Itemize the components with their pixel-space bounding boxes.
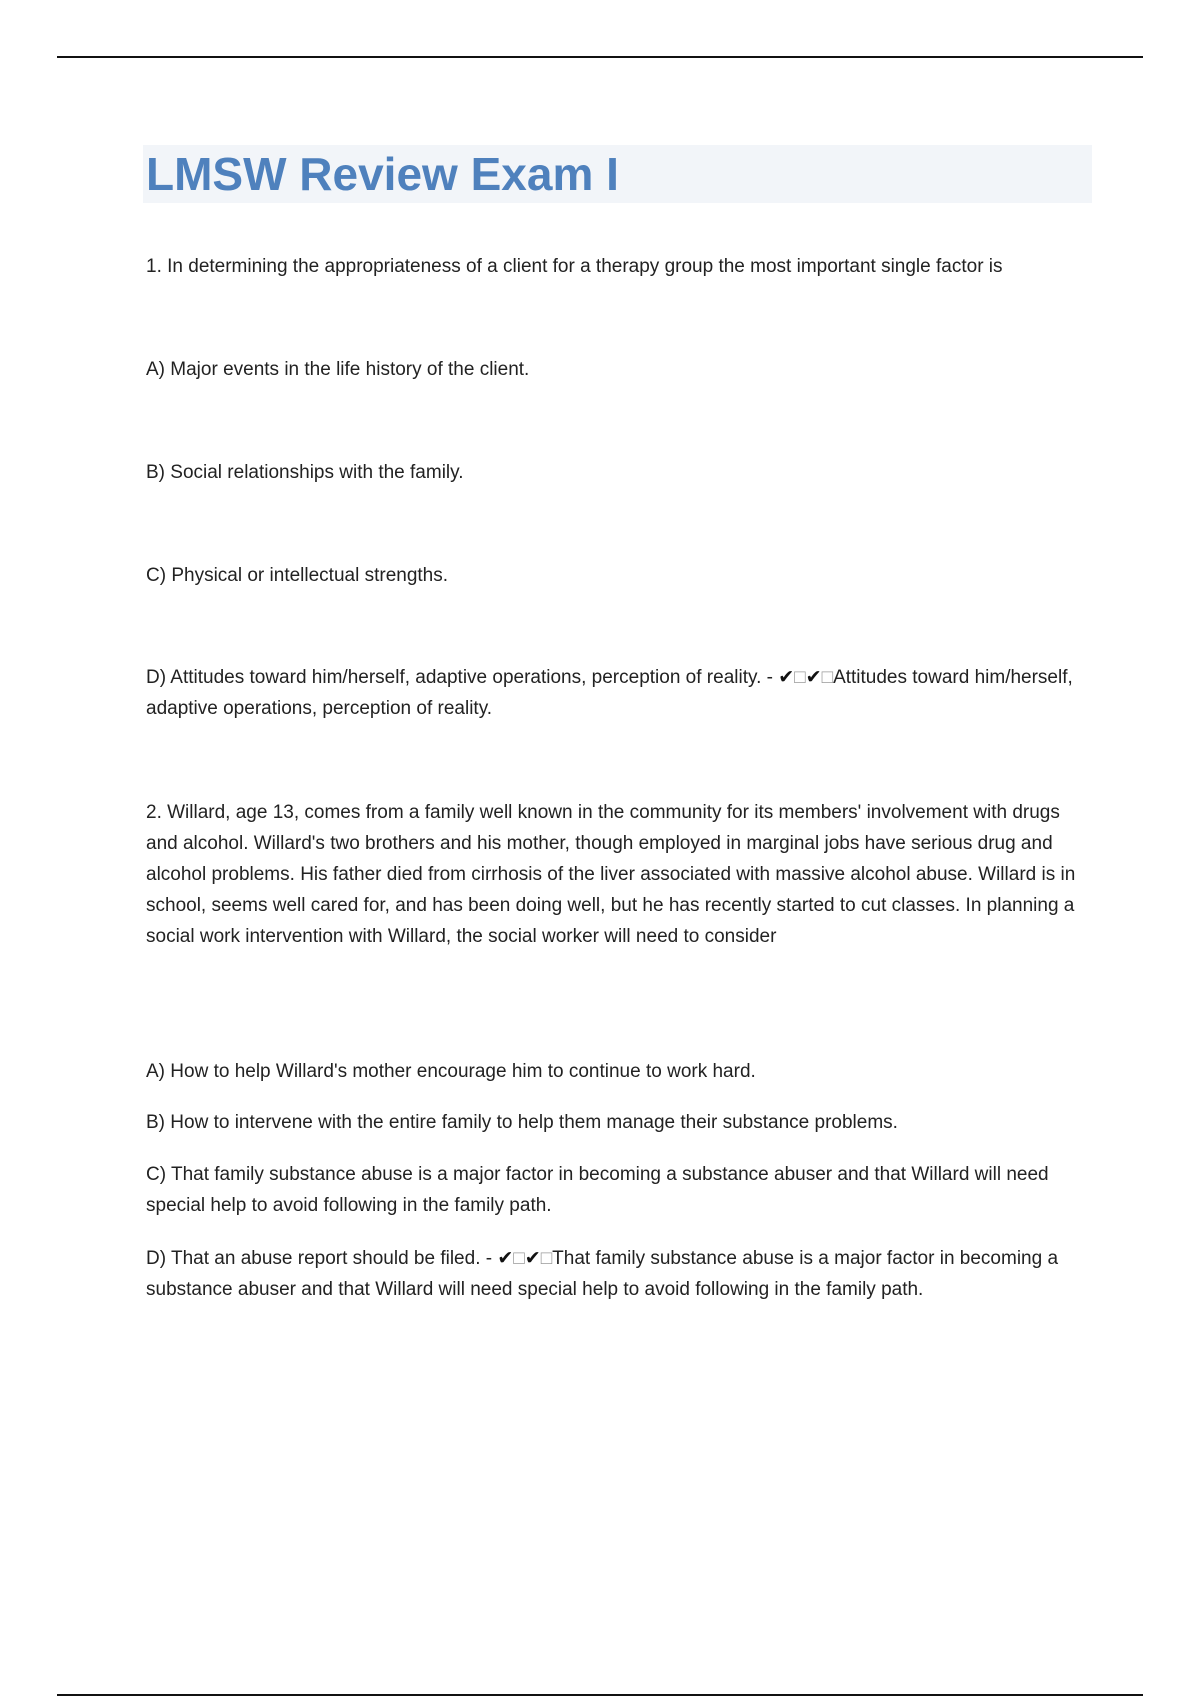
option-text: D) That an abuse report should be filed. - (146, 1248, 498, 1269)
question-2-stem (146, 797, 1096, 952)
answer-text: That family substance abuse is a major factor in becoming a substance abuser and that Willard will need special help to avoid following in the family path. (146, 1248, 1059, 1300)
option-text: A) Major events in the life history of the client. (146, 359, 530, 380)
option-text: C) That family substance abuse is a major factor in becoming a substance abuser and that Willard will need special help to avoid following in the family path. (146, 1164, 1049, 1216)
box-icon: □ (540, 1248, 553, 1269)
question-stem: 2. Willard, age 13, comes from a family well known in the community for its members' involvement with drugs and alcohol. Willard's two brothers and his mother, though employed in marginal jobs have serious drug and alcohol problems. His father died from cirrhosis of the liver associated with massive alcohol abuse. Willard is in school, seems well cared for, and has been doing well, but he has recently started to cut classes. In planning a social work intervention with Willard, the social worker will need to consider (146, 802, 1076, 947)
option-text: A) How to help Willard's mother encourage him to continue to work hard. (146, 1061, 756, 1082)
option-answer-line (146, 1243, 1096, 1305)
question-1-option-d-with-answer (146, 662, 1096, 724)
option-text: D) Attitudes toward him/herself, adaptive operations, perception of reality. - (146, 667, 779, 688)
header-rule (57, 56, 1143, 58)
document-title: LMSW Review Exam I (146, 148, 619, 200)
check-icon: ✔ (497, 1248, 514, 1269)
question-2-option-c (146, 1159, 1096, 1221)
footer-rule (57, 1694, 1143, 1696)
question-2-option-a (146, 1056, 1096, 1087)
question-1-option-a (146, 354, 1096, 385)
question-2-option-d-with-answer (146, 1243, 1096, 1305)
box-icon: □ (821, 667, 834, 688)
box-icon: □ (794, 667, 806, 688)
answer-text: Attitudes toward him/herself, adaptive operations, perception of reality. (146, 667, 1073, 719)
question-1-stem (146, 251, 1096, 282)
check-icon: ✔ (805, 667, 822, 688)
box-icon: □ (513, 1248, 525, 1269)
check-icon: ✔ (778, 667, 795, 688)
check-icon: ✔ (524, 1248, 541, 1269)
question-2-option-b (146, 1107, 1096, 1138)
option-text: B) How to intervene with the entire family to help them manage their substance problems. (146, 1112, 898, 1133)
question-1-option-c (146, 560, 1096, 591)
question-stem: 1. In determining the appropriateness of a client for a therapy group the most important single factor is (146, 256, 1003, 277)
option-text: B) Social relationships with the family. (146, 462, 464, 483)
option-text: C) Physical or intellectual strengths. (146, 565, 449, 586)
option-answer-line (146, 662, 1096, 724)
question-1-option-b (146, 457, 1096, 488)
